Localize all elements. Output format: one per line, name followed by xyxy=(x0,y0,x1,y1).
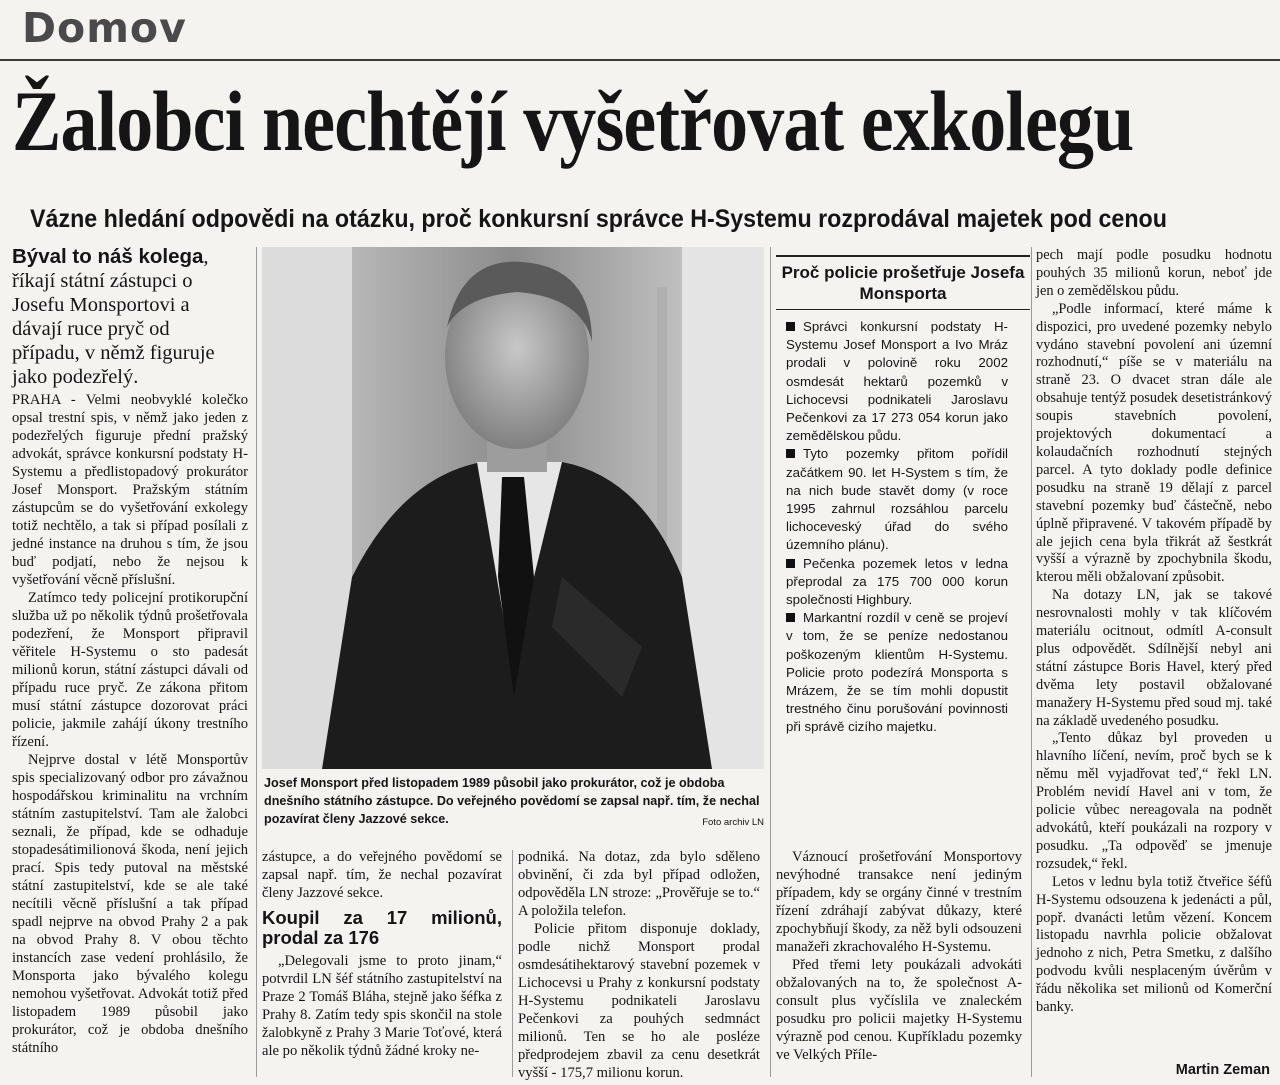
photo-caption xyxy=(264,774,764,832)
photo-portrait xyxy=(262,247,764,769)
bullet-square-icon xyxy=(786,322,795,331)
column-5 xyxy=(1036,247,1272,1017)
col4-p2: Před třemi lety poukázali advokáti obžalovaných na to, že společnost A-consult plus vyčíslila ve znaleckém posudku pro policii majetky H-Systemu výrazně pod cenou. Kupříkladu pozemky ve Velkých Příle- xyxy=(776,957,1022,1063)
lead-bold: Býval to náš kolega xyxy=(12,245,204,268)
box-item-text: Správci konkursní podstaty H-Systemu Josef Monsport a Ivo Mráz prodali v polovině roku 2002 osmdesát hektarů pozemků v Lichocevsi podnikateli Jaroslavu Pečenkovi za 17 273 054 korun jako zemědělskou půdu. xyxy=(786,319,1008,444)
column-divider xyxy=(512,850,513,1077)
photo-credit: Foto archiv LN xyxy=(702,817,764,828)
column-3 xyxy=(518,848,760,1082)
column-divider xyxy=(256,247,257,1077)
header-rule xyxy=(0,59,1280,61)
box-item-text: Pečenka pozemek letos v ledna přeprodal za 175 700 000 korun společnosti Highbury. xyxy=(786,555,1008,608)
col5-p0: pech mají podle posudku hodnotu pouhých 35 milionů korun, neboť jde jen o zemědělskou půdu. xyxy=(1036,247,1272,299)
box-rule-bottom xyxy=(776,309,1030,310)
subheading: Koupil za 17 milionů, prodal za 176 xyxy=(262,907,502,948)
col2-p1: zástupce, a do veřejného povědomí se zapsal např. tím, že nechal pozavírat členy Jazzové sekce. xyxy=(262,849,502,901)
col4-p1: Váznoucí prošetřování Monsportovy nevýhodné transakce není jediným případem, kdy se orgány činné v trestním řízení zdráhají zabývat důkazy, které zpochybňují škody, za něž byli odsouzeni manažeři zkrachovalého H-Systemu. xyxy=(776,849,1022,955)
headline: Žalobci nechtějí vyšetřovat exkolegu xyxy=(12,73,1134,169)
author-byline: Martin Zeman xyxy=(1175,1062,1270,1078)
box-item xyxy=(786,318,1008,445)
col3-p2: Policie přitom disponuje doklady, podle nichž Monsport prodal osmdesátihektarový stavební pozemek v Lichocevsi u Prahy z konkursní podstaty H-Systemu podnikateli Jaroslavu Pečenkovi za pouhých sedmnáct milionů. Ten se ho ale posléze předprodejem zbavil za cenu desetkrát vyšší - 175,7 milionu korun. xyxy=(518,921,760,1081)
box-title: Proč policie prošetřuje Josefa Monsporta xyxy=(781,263,1025,303)
col5-p3: „Tento důkaz byl proveden u hlavního líčení, nevím, proč bych se k němu měl vyjadřovat teď,“ řekl LN. Problém nevidí Havel ani v tom, že policie vůbec nereagovala na podnět advokátů, kteří poukázali na rozpory v posudku. „Ta odpověď se jmenuje rozsudek,“ řekl. xyxy=(1036,730,1272,872)
subheadline: Vázne hledání odpovědi na otázku, proč konkursní správce H-Systemu rozprodával majetek pod cenou xyxy=(30,205,1167,233)
box-item xyxy=(786,445,1008,554)
caption-text: Josef Monsport před listopadem 1989 působil jako prokurátor, což je obdoba dnešního státního zástupce. Do veřejného povědomí se zapsal např. tím, že nechal pozavírat členy Jazzové sekce. xyxy=(264,776,760,826)
bullet-square-icon xyxy=(786,559,795,568)
column-2 xyxy=(262,848,502,1060)
lead-paragraph xyxy=(12,245,240,389)
col3-p1: podniká. Na dotaz, zda bylo sděleno obvinění, či zda byl případ odložen, odpověděla LN stroze: „Prověřuje se to.“ A položila telefon. xyxy=(518,849,760,919)
lead-rest: , říkají státní zástupci o Josefu Monsportovi a dávají ruce pryč od případu, v němž figuruje jako podezřelý. xyxy=(12,246,215,388)
column-divider xyxy=(770,247,771,1077)
col5-p1: „Podle informací, které máme k dispozici, pro uvedené pozemky nebylo vydáno stavební povolení ani územní rozhodnutí,“ píše se v materiálu na straně 23. O dvacet stran dále ale obsahuje tentýž posudek desetistránkový soupis stavebních povolení, projektových dokumentací a kolaudačních rozhodnutí stejných parcel. A tyto doklady podle definice posudku na straně 19 dělají z parcel stavební pozemky buď částečně, nebo úplně připravené. V takovém případě by ale jejich cena byla třikrát až šestkrát vyšší a výrazně by zpochybnila škodu, kterou měli obžalovaní způsobit. xyxy=(1036,300,1272,586)
col1-p3: Nejprve dostal v létě Monsportův spis specializovaný odbor pro závažnou hospodářskou kriminalitu na vrchním státním zastupitelství. Tam ale žalobci seznali, že případ, kde se odhaduje stopadesátimilionová škoda, není jejich prací. Spis tedy putoval na městské státní zastupitelství, kde se ale také necítili věcně příslušní a tak případ spadl nejprve na obvod Prahy 2 a pak na obvod Prahy 8. V obou těchto instancích zase vedení prohlásilo, že Monsporta jako bývalého kolegu nemohou vyšetřovat. Advokát totiž před listopadem 1989 působil jako prokurátor, což je obdoba dnešního státního xyxy=(12,752,248,1056)
column-divider xyxy=(1031,247,1032,1077)
box-rule-top xyxy=(776,255,1030,257)
box-item-text: Tyto pozemky přitom pořídil začátkem 90. let H-System s tím, že na nich bude stavět domy (v roce 1995 zahrnul rozsáhlou parcelu lichoceveský úřad do svého územního plánu). xyxy=(786,446,1008,553)
bullet-square-icon xyxy=(786,449,795,458)
column-1 xyxy=(12,391,248,1057)
box-item xyxy=(786,609,1008,736)
col2-p2: „Delegovali jsme to proto jinam,“ potvrdil LN šéf státního zastupitelství na Praze 2 Tomáš Bláha, stejně jako šéfka z Prahy 8. Zatím tedy spis skončil na stole žalobkyně z Prahy 3 Marie Toťové, která ale po několik týdnů žádné kroky ne- xyxy=(262,953,502,1059)
col5-p4: Letos v lednu byla totiž čtveřice šéfů H-Systemu odsouzena k jedenácti a půl, popř. dvanácti letům vězení. Koncem listopadu navrhla policie obžalovat jednoho z nich, Petra Smetku, z dalšího podvodu kvůli nesplaceným úvěrům v řádu několika set milionů od Komerční banky. xyxy=(1036,873,1272,1016)
section-label: Domov xyxy=(22,4,187,52)
article-photo xyxy=(262,247,764,769)
sidebar-box xyxy=(786,318,1008,737)
column-4 xyxy=(776,848,1022,1064)
col1-p1: PRAHA - Velmi neobvyklé kolečko opsal trestní spis, v němž jako jeden z podezřelých figuruje přední pražský advokát, správce konkursní podstaty H-Systemu a předlistopadový prokurátor Josef Monsport. Pražským státním zástupcům se do vyšetřování exkolegy totiž nechtělo, a tak si případ posílali z jedné instance na druhou s tím, že jsou buď podjatí, nebo že nejsou k vyšetřování věcně příslušní. xyxy=(12,392,248,588)
box-item xyxy=(786,555,1008,610)
col1-p2: Zatímco tedy policejní protikorupční služba už po několik týdnů prošetřovala podezření, že Monsport připravil věřitele H-Systemu o sto padesát milionů korun, státní zástupci dávali od případu ruce pryč. Ze zákona přitom musí státní zástupce dozorovat práci policie, jakmile zahájí úkony trestního řízení. xyxy=(12,590,248,750)
col5-p2: Na dotazy LN, jak se takové nesrovnalosti mohly v tak klíčovém materiálu ocitnout, odmítl A-consult plus odpovědět. Sdílnější nebyl ani státní zástupce Boris Havel, který před dvěma lety postavil obžalované manažery H-Systemu před soud mj. také na základě uvedeného posudku. xyxy=(1036,587,1272,729)
bullet-square-icon xyxy=(786,613,795,622)
box-item-text: Markantní rozdíl v ceně se projeví v tom, že se peníze nedostanou poškozeným klientům H-Systemu. Policie proto podezírá Monsporta s Mrázem, že se tím mohli dopustit trestného činu porušování povinnosti při správě cizího majetku. xyxy=(786,610,1008,735)
